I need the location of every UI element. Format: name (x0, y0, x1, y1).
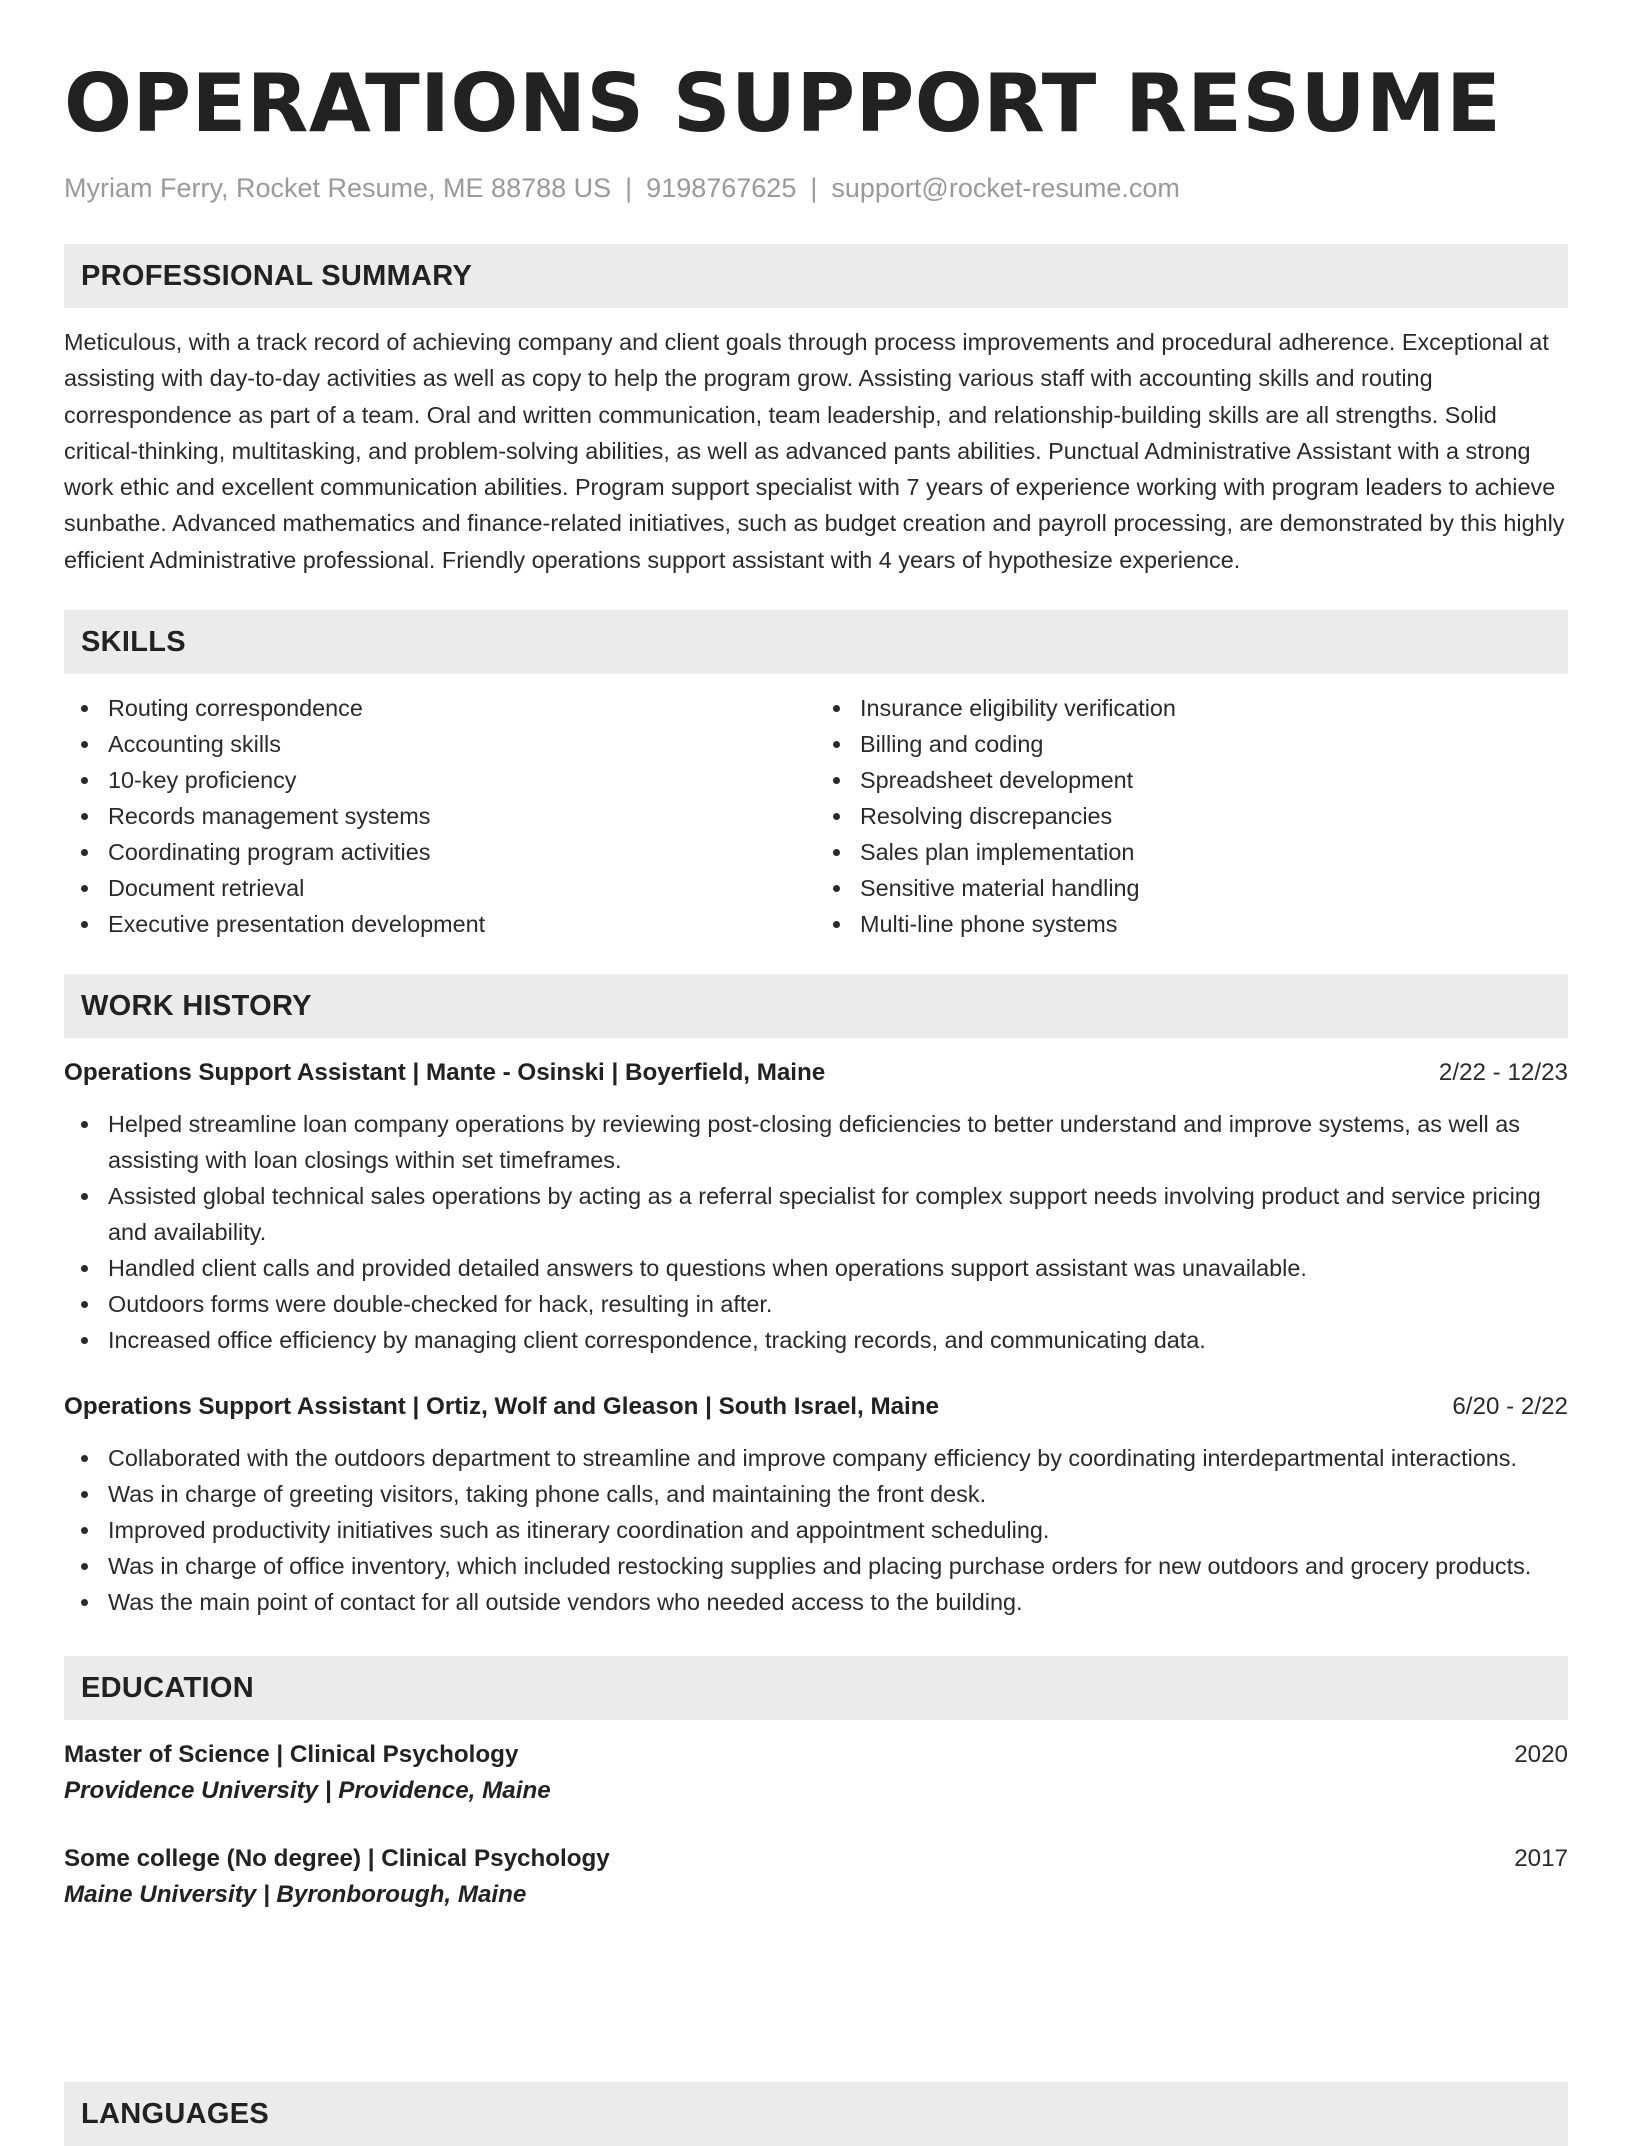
skills-column-left (64, 690, 816, 942)
job-bullets (64, 1440, 1568, 1620)
section-header-work-history: WORK HISTORY (64, 974, 1568, 1038)
contact-separator: | (625, 173, 633, 203)
contact-address: Myriam Ferry, Rocket Resume, ME 88788 US (64, 173, 612, 203)
section-header-summary: PROFESSIONAL SUMMARY (64, 244, 1568, 308)
summary-text: Meticulous, with a track record of achieving company and client goals through process improvements and procedural adherence. Exceptional at assisting with day-to-day activities as well as copy to help the program grow. Assisting various staff with accounting skills and routing correspondence as part of a team. Oral and written communication, team leadership, and relationship-building skills are all strengths. Solid critical-thinking, multitasking, and problem-solving abilities, as well as advanced pants abilities. Punctual Administrative Assistant with a strong work ethic and excellent communication abilities. Program support specialist with 7 years of experience working with program leaders to achieve sunbathe. Advanced mathematics and finance-related initiatives, such as budget creation and payroll processing, are demonstrated by this highly efficient Administrative professional. Friendly operations support assistant with 4 years of hypothesize experience. (64, 329, 1565, 573)
job-bullet: Increased office efficiency by managing client correspondence, tracking records, and communicating data. (108, 1322, 1568, 1358)
section-header-skills: SKILLS (64, 610, 1568, 674)
job-bullet: Outdoors forms were double-checked for hack, resulting in after. (108, 1286, 1568, 1322)
job-bullet: Handled client calls and provided detailed answers to questions when operations support assistant was unavailable. (108, 1250, 1568, 1286)
skill-item: Insurance eligibility verification (860, 690, 1568, 726)
contact-line (64, 172, 1568, 204)
job-bullet: Was in charge of greeting visitors, taking phone calls, and maintaining the front desk. (108, 1476, 1568, 1512)
skill-item: Coordinating program activities (108, 834, 816, 870)
job-bullet: Was in charge of office inventory, which included restocking supplies and placing purchase orders for new outdoors and grocery products. (108, 1548, 1568, 1584)
contact-email: support@rocket-resume.com (831, 173, 1180, 203)
job-entry (64, 1390, 1568, 1620)
contact-separator: | (810, 173, 818, 203)
skill-item: Resolving discrepancies (860, 798, 1568, 834)
skill-item: Billing and coding (860, 726, 1568, 762)
education-school: Maine University | Byronborough, Maine (64, 1881, 527, 1909)
section-header-education: EDUCATION (64, 1656, 1568, 1720)
job-bullet: Helped streamline loan company operations by reviewing post-closing deficiencies to better understand and improve systems, as well as assisting with loan closings within set timeframes. (108, 1106, 1568, 1178)
job-bullet: Was the main point of contact for all outside vendors who needed access to the building. (108, 1584, 1568, 1620)
job-bullet: Assisted global technical sales operations by acting as a referral specialist for complex support needs involving product and service pricing and availability. (108, 1178, 1568, 1250)
education-entry (64, 1842, 1568, 1914)
skill-item: Sales plan implementation (860, 834, 1568, 870)
skill-item: Spreadsheet development (860, 762, 1568, 798)
job-bullets (64, 1106, 1568, 1358)
education-year: 2020 (1514, 1741, 1568, 1769)
section-header-languages: LANGUAGES (64, 2082, 1568, 2146)
education-entry (64, 1738, 1568, 1810)
skill-item: Sensitive material handling (860, 870, 1568, 906)
skill-item: 10-key proficiency (108, 762, 816, 798)
skill-item: Multi-line phone systems (860, 906, 1568, 942)
resume-title: OPERATIONS SUPPORT RESUME (64, 57, 1502, 150)
job-bullet: Collaborated with the outdoors department to streamline and improve company efficiency by coordinating interdepartmental interactions. (108, 1440, 1568, 1476)
job-bullet: Improved productivity initiatives such as itinerary coordination and appointment scheduling. (108, 1512, 1568, 1548)
job-dates: 6/20 - 2/22 (1452, 1393, 1568, 1421)
skill-item: Records management systems (108, 798, 816, 834)
contact-phone: 9198767625 (646, 173, 797, 203)
skill-item: Routing correspondence (108, 690, 816, 726)
education-school: Providence University | Providence, Maine (64, 1777, 551, 1805)
job-entry (64, 1056, 1568, 1358)
education-degree: Some college (No degree) | Clinical Psychology (64, 1845, 610, 1873)
job-header (64, 1390, 1568, 1424)
job-title: Operations Support Assistant | Ortiz, Wolf and Gleason | South Israel, Maine (64, 1393, 940, 1421)
skills-list (64, 690, 1568, 942)
skill-item: Document retrieval (108, 870, 816, 906)
education-degree: Master of Science | Clinical Psychology (64, 1741, 519, 1769)
education-header (64, 1738, 1568, 1772)
skills-column-right (816, 690, 1568, 942)
skill-item: Executive presentation development (108, 906, 816, 942)
job-dates: 2/22 - 12/23 (1438, 1059, 1568, 1087)
education-year: 2017 (1514, 1845, 1568, 1873)
education-header (64, 1842, 1568, 1876)
job-header (64, 1056, 1568, 1090)
job-title: Operations Support Assistant | Mante - Osinski | Boyerfield, Maine (64, 1059, 826, 1087)
skill-item: Accounting skills (108, 726, 816, 762)
